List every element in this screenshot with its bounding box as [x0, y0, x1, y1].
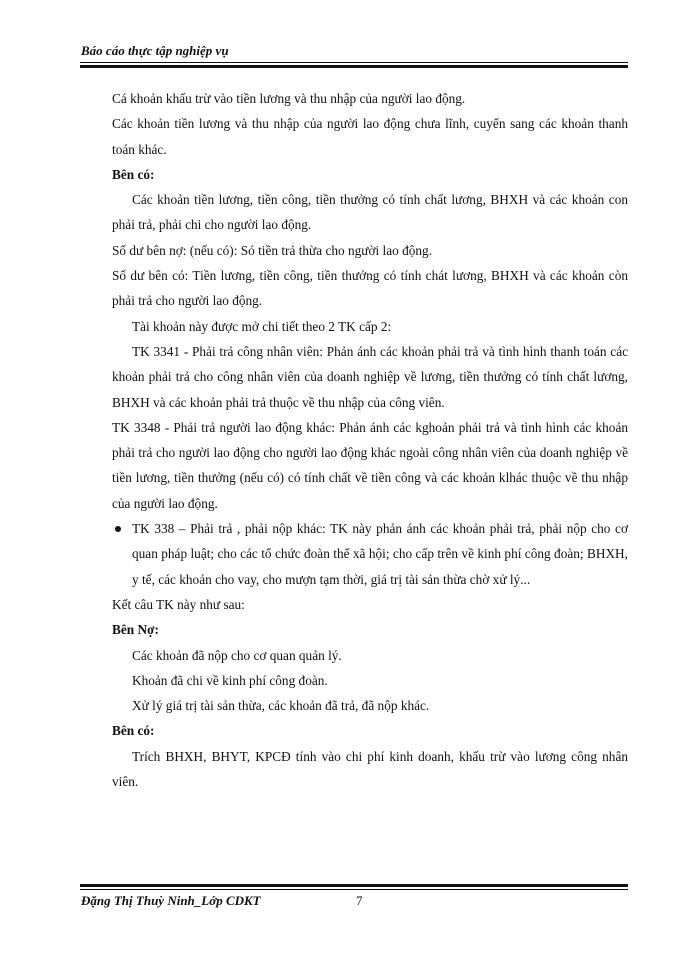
section-heading: Bên Nợ: [112, 622, 159, 638]
paragraph: Trích BHXH, BHYT, KPCĐ tính vào chi phí kinh doanh, khấu trừ vào lương công nhân viên. [112, 748, 628, 790]
paragraph: Cá khoản khấu trừ vào tiền lương và thu nhập của người lao động. [112, 91, 466, 106]
paragraph: Kết câu TK này như sau: [112, 596, 245, 612]
header-rule-thick [80, 65, 628, 68]
section-heading: Bên có: [112, 723, 155, 739]
paragraph: TK 3341 - Phải trả công nhân viên: Phản ánh các khoản phải trả và tình hình thanh toán các khoản phải trả cho công nhân viên của doanh nghiệp về lương, tiền thưởng có tính chất lương, BHXH và các khoản phải trả thuộc về thu nhập của công viên. [112, 343, 628, 410]
paragraph: Tài khoản này được mở chi tiết theo 2 TK cấp 2: [132, 318, 392, 334]
paragraph: TK 3348 - Phải trả người lao động khác: Phản ánh các kghoản phải trả và tình hình các khoản phải trả cho người lao động cho người lao động khác ngoài công nhân viên của doanh nghiệp về tiền lương, tiền thưởng (nếu có) có tính chất về tiền công và các khoản klhác thuộc về thu nhập của người lao động. [112, 419, 628, 511]
paragraph: Các khoản đã nộp cho cơ quan quản lý. [132, 647, 342, 663]
header-title: Báo cáo thực tập nghiệp vụ [81, 43, 229, 58]
section-heading: Bên có: [112, 166, 155, 182]
paragraph: Các khoản tiền lương và thu nhập của người lao động chưa lĩnh, cuyển sang các khoản thanh toán khác. [112, 116, 628, 157]
bullet-list-item [112, 516, 628, 592]
header-rule-thin [80, 62, 628, 63]
footer-rule-thin [80, 889, 628, 890]
bullet-text: TK 338 – Phải trả , phải nộp khác: TK này phản ánh các khoản phải trả, phải nộp cho cơ quan pháp luật; cho các tổ chức đoàn thể xã hội; cho cấp trên về kinh phí công đoàn; BHXH, y tế, các khoản cho vay, cho mượn tạm thời, giá trị tài sản thừa chờ xử lý... [132, 521, 628, 587]
page-number: 7 [356, 893, 363, 908]
footer-rule-thick [80, 884, 628, 887]
document-body [112, 86, 628, 794]
bullet-dot-icon [115, 526, 121, 532]
footer-author: Đặng Thị Thuỳ Ninh_Lớp CDKT [81, 893, 261, 908]
paragraph: Khoản đã chi về kinh phí công đoàn. [132, 672, 328, 688]
paragraph: Số dư bên nợ: (nếu có): Só tiền trả thừa cho người lao động. [112, 242, 433, 258]
paragraph: Số dư bên có: Tiền lương, tiền công, tiền thưởng có tính chát lương, BHXH và các khoản còn phải trả cho người lao động. [112, 268, 628, 309]
paragraph: Các khoản tiền lương, tiền công, tiền thưởng có tính chất lương, BHXH và các khoản con phải trả, phải chi cho người lao động. [112, 192, 628, 233]
paragraph: Xử lý giá trị tài sản thừa, các khoản đã trả, đã nộp khác. [132, 698, 430, 714]
